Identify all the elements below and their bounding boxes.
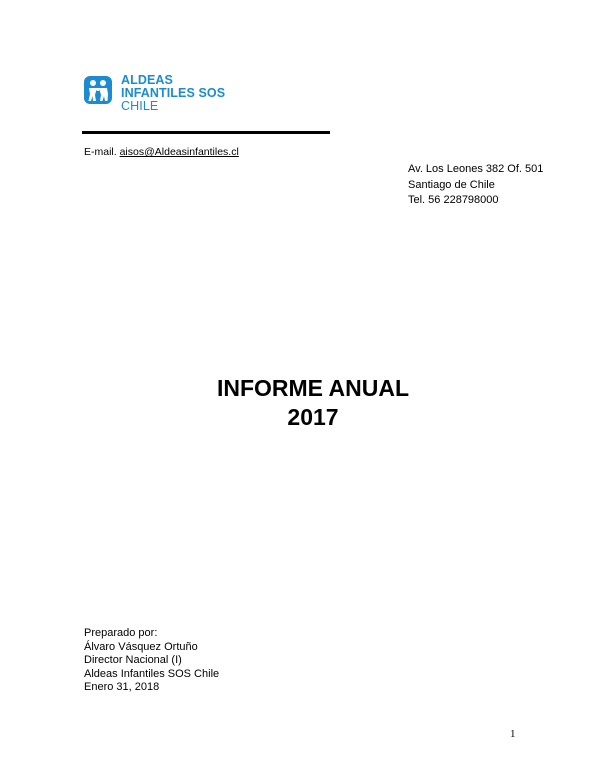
logo-line-3: CHILE	[121, 99, 159, 113]
logo-wordmark	[121, 74, 225, 113]
email-line	[84, 146, 239, 158]
prepared-line: Preparado por:	[84, 627, 158, 639]
address-line: Santiago de Chile	[408, 178, 495, 191]
page-number: 1	[510, 728, 516, 740]
prepared-line: Director Nacional (I)	[84, 654, 182, 666]
prepared-line: Enero 31, 2018	[84, 681, 160, 693]
logo-line-1: ALDEAS	[121, 73, 173, 87]
prepared-line: Aldeas Infantiles SOS Chile	[84, 667, 220, 680]
address-line: Tel. 56 228798000	[408, 194, 499, 206]
address-block	[408, 162, 543, 209]
document-year: 2017	[287, 404, 339, 430]
document-title: INFORME ANUAL	[216, 375, 410, 401]
prepared-by-block	[84, 627, 219, 695]
header-divider	[82, 131, 330, 134]
organization-logo	[84, 74, 225, 113]
email-link[interactable]: aisos@Aldeasinfantiles.cl	[119, 146, 239, 158]
logo-line-2: INFANTILES SOS	[121, 86, 226, 100]
address-line: Av. Los Leones 382 Of. 501	[408, 163, 544, 175]
email-label: E-mail.	[84, 146, 117, 158]
sos-children-figures-icon	[84, 76, 112, 104]
prepared-line: Álvaro Vásquez Ortuño	[84, 640, 198, 653]
